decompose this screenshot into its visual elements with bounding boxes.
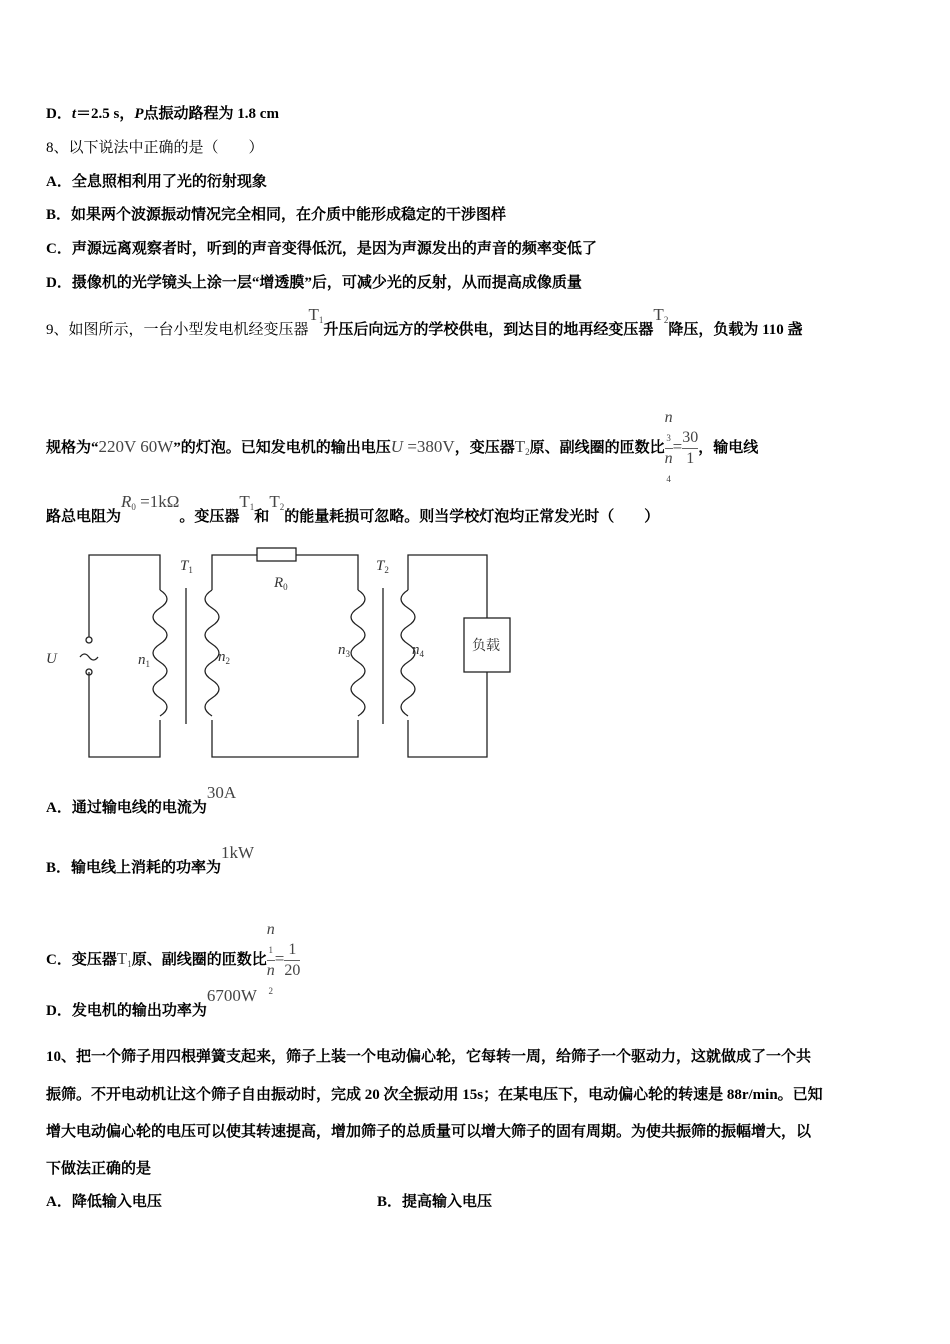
q7-option-d: D．t＝2.5 s，P点振动路程为 1.8 cm <box>46 106 279 122</box>
q9-option-b: B．输电线上消耗的功率为1kW <box>46 843 255 876</box>
coil-n1 <box>153 590 167 716</box>
q10-stem-line1: 10、把一个筛子用四根弹簧支起来，筛子上装一个电动偏心轮，它每转一周，给筛子一个驱动力，这就做成了一个共 <box>46 1049 812 1065</box>
svg-text:n4: $n_4$ <box>412 642 424 659</box>
svg-text:n2: $n_2$ <box>218 649 230 666</box>
q10-stem-line4: 下做法正确的是 <box>46 1161 152 1177</box>
q9-stem-line3: 路总电阻为$R_0 =1k\Omega$。变压器$T_1$和$T_2$的能量耗损可忽略。则当学校灯泡均正常发光时（ ） <box>46 492 660 525</box>
coil-n3 <box>351 590 365 716</box>
q9-stem-line1: 9、如图所示，一台小型发电机经变压器$T_1$升压后向远方的学校供电，到达目的地再经变压器$T_2$降压，负载为 110 盏 <box>46 305 803 338</box>
ac-source-icon <box>80 654 98 660</box>
q9-option-d: D．发电机的输出功率为6700W <box>46 986 257 1019</box>
q10-option-a: A．降低输入电压 <box>46 1194 162 1210</box>
svg-text:负载: 负载 <box>472 639 500 654</box>
q10-stem-line2: 振筛。不开电动机让这个筛子自由振动时，完成 20 次全振动用 15s；在某电压下，电动偏心轮的转速是 88r/min。已知 <box>46 1087 823 1103</box>
coil-n2 <box>205 590 219 716</box>
q8-option-b: B．如果两个波源振动情况完全相同，在介质中能形成稳定的干涉图样 <box>46 207 507 223</box>
circuit-wires <box>89 555 487 757</box>
svg-text:n1: $n_1$ <box>138 652 150 669</box>
q8-option-d: D．摄像机的光学镜头上涂一层“增透膜”后，可减少光的反射，从而提高成像质量 <box>46 275 582 291</box>
label-u: U <box>46 651 57 667</box>
q8-option-a: A．全息照相利用了光的衍射现象 <box>46 174 267 190</box>
svg-text:T2: $T_2$ <box>376 558 389 575</box>
q9-stem-line2: 规格为“220V 60W”的灯泡。已知发电机的输出电压U =380V，变压器$T_2$原、副线圈的匝数比 n 3 n 4 = $\frac{30}{1}$ ，输电线 <box>46 409 759 484</box>
q9-option-c: C．变压器$T_1$原、副线圈的匝数比 n 1 n 2 = $\frac{1}{20}$ <box>46 921 301 996</box>
svg-text:n3: $n_3$ <box>338 642 350 659</box>
svg-text:T1: $T_1$ <box>180 558 193 575</box>
q8-stem: 8、以下说法中正确的是（ ） <box>46 140 264 156</box>
q10-stem-line3: 增大电动偏心轮的电压可以使其转速提高，增加筛子的总质量可以增大筛子的固有周期。为使共振筛的振幅增大，以 <box>46 1124 812 1140</box>
q9-option-a: A．通过输电线的电流为30A <box>46 783 237 816</box>
svg-text:R0: $R_0$ <box>274 575 288 592</box>
q10-option-b: B．提高输入电压 <box>377 1194 493 1210</box>
q8-option-c: C．声源远离观察者时，听到的声音变得低沉，是因为声源发出的声音的频率变低了 <box>46 241 597 257</box>
resistor-r0 <box>257 548 296 561</box>
